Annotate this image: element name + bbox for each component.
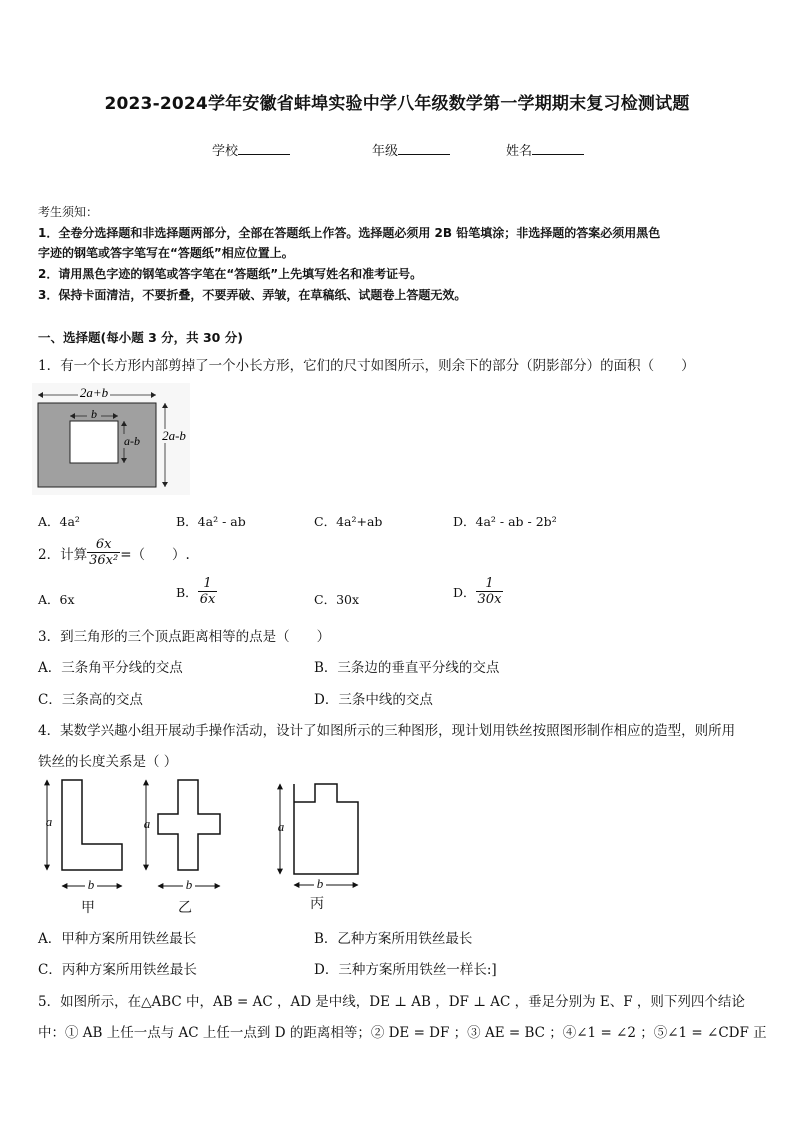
q2-option-d-label: D． [453, 584, 476, 600]
q2-numerator: 6x [95, 537, 112, 552]
q3-option-d: D．三条中线的交点 [314, 692, 433, 708]
question-5-line-2: 中：① AB 上任一点与 AC 上任一点到 D 的距离相等；② DE = DF ；③ AE = BC ；④∠1 = ∠2 ；⑤∠1 = ∠CDF 正 [38, 1025, 767, 1041]
yi-height-label: a [143, 816, 151, 831]
q2-fraction [87, 537, 120, 568]
bing-height-label: a [277, 819, 285, 834]
q3-option-a: A．三条角平分线的交点 [38, 660, 183, 676]
q2-option-d-fraction [476, 576, 504, 607]
school-label: 学校 [212, 144, 239, 159]
inner-height-label: a-b [124, 434, 140, 448]
q2-option-b-denominator: 6x [199, 592, 216, 607]
notice-heading: 考生须知： [38, 205, 99, 219]
q2-option-c: C．30x [314, 592, 360, 607]
notice-item-2: 2．请用黑色字迹的钢笔或答字笔在“答题纸”上先填写姓名和准考证号。 [38, 267, 423, 281]
q1-rectangle-figure [32, 383, 190, 495]
jia-height-label: a [45, 814, 53, 829]
question-4-line-2: 铁丝的长度关系是（ ） [38, 754, 178, 770]
name-blank [532, 142, 584, 155]
grade-label: 年级 [372, 144, 399, 159]
notice-item-3: 3．保持卡面清洁，不要折叠，不要弄破、弄皱，在草稿纸、试题卷上答题无效。 [38, 288, 467, 302]
bing-label: 丙 [310, 897, 324, 912]
q2-option-b [176, 576, 217, 607]
q2-denominator: 36x² [89, 553, 119, 568]
q4-shapes-figure [30, 776, 370, 918]
name-label: 姓名 [506, 144, 533, 159]
section-heading: 一、选择题(每小题 3 分，共 30 分) [38, 330, 243, 345]
q2-prefix: 2．计算 [38, 546, 88, 563]
q2-option-b-numerator: 1 [203, 576, 212, 591]
notice-item-1-cont: 字迹的钢笔或答字笔写在“答题纸”相应位置上。 [38, 246, 294, 260]
q1-option-b: B．4a² - ab [176, 514, 246, 529]
top-dimension-label: 2a+b [79, 385, 109, 400]
notice-item-1: 1．全卷分选择题和非选择题两部分，全部在答题纸上作答。选择题必须用 2B 铅笔填涂；非选择题的答案必须用黑色 [38, 226, 661, 240]
q2-option-d-denominator: 30x [477, 592, 502, 607]
q3-option-b: B．三条边的垂直平分线的交点 [314, 660, 500, 676]
q1-option-c: C．4a²+ab [314, 514, 383, 529]
question-2 [38, 537, 190, 568]
question-5-line-1: 5．如图所示，在△ABC 中，AB = AC ，AD 是中线，DE ⊥ AB ，DF ⊥ AC ，垂足分别为 E、F ，则下列四个结论 [38, 994, 745, 1010]
q2-option-d [453, 576, 503, 607]
q4-option-d: D．三种方案所用铁丝一样长:] [314, 962, 497, 978]
q2-suffix: =（ ）. [120, 546, 190, 563]
jia-label: 甲 [81, 901, 95, 916]
q3-option-c: C．三条高的交点 [38, 692, 143, 708]
school-field [212, 140, 290, 159]
question-4-line-1: 4．某数学兴趣小组开展动手操作活动，设计了如图所示的三种图形，现计划用铁丝按照图形制作相应的造型，则所用 [38, 723, 736, 739]
grade-blank [398, 142, 450, 155]
school-blank [238, 142, 290, 155]
q4-option-a: A．甲种方案所用铁丝最长 [38, 931, 197, 947]
inner-rectangle [70, 421, 118, 463]
yi-width-label: b [185, 877, 193, 892]
q1-option-d: D．4a² - ab - 2b² [453, 514, 557, 529]
question-3-text: 3．到三角形的三个顶点距离相等的点是（ ） [38, 629, 331, 645]
jia-width-label: b [87, 877, 95, 892]
yi-label: 乙 [178, 901, 192, 916]
q2-option-b-fraction [198, 576, 218, 607]
q1-option-a: A．4a² [38, 514, 80, 529]
bing-width-label: b [316, 876, 324, 891]
page-title: 2023-2024学年安徽省蚌埠实验中学八年级数学第一学期期末复习检测试题 [104, 94, 690, 114]
q2-option-d-numerator: 1 [485, 576, 494, 591]
q4-option-c: C．丙种方案所用铁丝最长 [38, 962, 197, 978]
q4-option-b: B．乙种方案所用铁丝最长 [314, 931, 473, 947]
question-1-text: 1．有一个长方形内部剪掉了一个小长方形，它们的尺寸如图所示，则余下的部分（阴影部分）的面积（ ） [38, 358, 695, 374]
q2-option-b-label: B． [176, 584, 198, 600]
grade-field [372, 140, 450, 159]
shape-bing [294, 784, 358, 874]
right-dimension-label: 2a-b [162, 428, 186, 443]
inner-width-label: b [91, 407, 97, 421]
shape-jia [62, 780, 122, 870]
q2-option-a: A．6x [38, 592, 75, 607]
name-field [506, 140, 584, 159]
shape-yi [158, 780, 220, 870]
